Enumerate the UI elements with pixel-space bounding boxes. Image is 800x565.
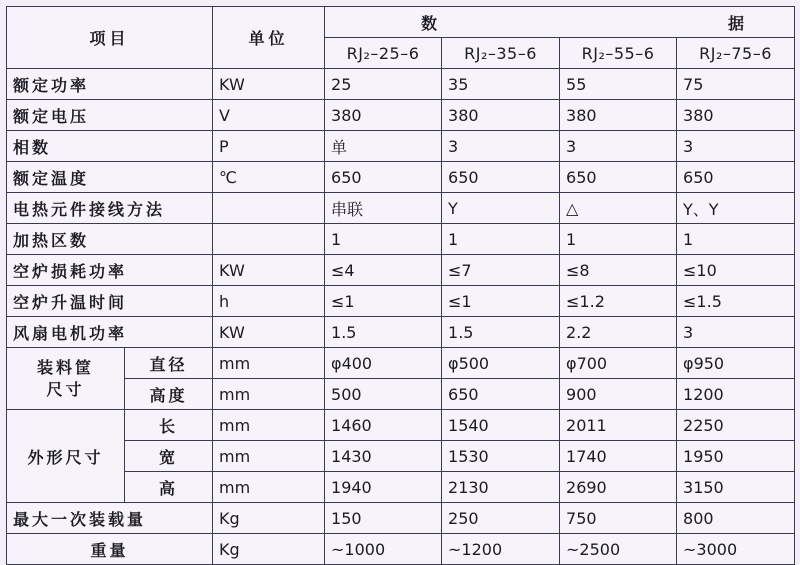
cell-value: ≤8 (560, 255, 677, 286)
table-row (7, 286, 795, 317)
cell-value: φ700 (560, 348, 677, 379)
cell-value: 250 (442, 503, 560, 534)
cell-value: Y (442, 193, 560, 224)
cell-value: 串联 (325, 193, 442, 224)
row-unit: Kg (213, 534, 325, 565)
row-unit: Kg (213, 503, 325, 534)
row-unit: V (213, 100, 325, 131)
cell-value: 1530 (442, 441, 560, 472)
cell-value: 2130 (442, 472, 560, 503)
cell-value: 1.5 (442, 317, 560, 348)
cell-value: 1 (560, 224, 677, 255)
row-label: 最大一次装载量 (7, 503, 213, 534)
cell-value: 380 (560, 100, 677, 131)
table-row (7, 503, 795, 534)
row-sublabel: 高 (125, 472, 213, 503)
table-row (7, 317, 795, 348)
cell-value: 1430 (325, 441, 442, 472)
cell-value: 500 (325, 379, 442, 410)
table-row (7, 255, 795, 286)
cell-value: 150 (325, 503, 442, 534)
header-data (325, 7, 795, 38)
table-row (7, 162, 795, 193)
cell-value: 1200 (677, 379, 795, 410)
row-unit: mm (213, 410, 325, 441)
cell-value: 800 (677, 503, 795, 534)
row-unit: mm (213, 379, 325, 410)
row-unit: mm (213, 472, 325, 503)
row-label: 空炉升温时间 (7, 286, 213, 317)
cell-value: ≤10 (677, 255, 795, 286)
table-row (7, 348, 795, 379)
table-row (7, 193, 795, 224)
row-label: 空炉损耗功率 (7, 255, 213, 286)
cell-value: ≤1.5 (677, 286, 795, 317)
cell-value: ≤1 (442, 286, 560, 317)
row-unit (213, 224, 325, 255)
cell-value: 1950 (677, 441, 795, 472)
row-unit: ℃ (213, 162, 325, 193)
cell-value: 单 (325, 131, 442, 162)
row-sublabel: 直径 (125, 348, 213, 379)
model-header: RJ₂–35–6 (442, 38, 560, 69)
cell-value: 380 (325, 100, 442, 131)
cell-value: 3 (442, 131, 560, 162)
row-label: 重量 (7, 534, 213, 565)
cell-value: ~3000 (677, 534, 795, 565)
row-label: 额定电压 (7, 100, 213, 131)
header-unit: 单位 (213, 7, 325, 69)
cell-value: ~2500 (560, 534, 677, 565)
header-data-left: 数 (421, 13, 442, 33)
cell-value: φ500 (442, 348, 560, 379)
cell-value: 3 (560, 131, 677, 162)
row-label: 相数 (7, 131, 213, 162)
cell-value: 650 (442, 379, 560, 410)
row-unit: KW (213, 69, 325, 100)
cell-value: 55 (560, 69, 677, 100)
table-row (7, 441, 795, 472)
row-unit: mm (213, 348, 325, 379)
row-unit: h (213, 286, 325, 317)
header-item: 项目 (7, 7, 213, 69)
model-header: RJ₂–75–6 (677, 38, 795, 69)
spec-table (6, 6, 795, 565)
cell-value: ≤1 (325, 286, 442, 317)
row-label: 加热区数 (7, 224, 213, 255)
row-label: 电热元件接线方法 (7, 193, 213, 224)
cell-value: 1940 (325, 472, 442, 503)
table-row (7, 131, 795, 162)
row-unit: P (213, 131, 325, 162)
cell-value: 1.5 (325, 317, 442, 348)
model-header: RJ₂–25–6 (325, 38, 442, 69)
model-header: RJ₂–55–6 (560, 38, 677, 69)
cell-value: 1540 (442, 410, 560, 441)
table-row (7, 410, 795, 441)
cell-value: 2.2 (560, 317, 677, 348)
cell-value: 3 (677, 317, 795, 348)
row-unit (213, 193, 325, 224)
table-row (7, 100, 795, 131)
table-row (7, 472, 795, 503)
row-unit: KW (213, 317, 325, 348)
row-sublabel: 高度 (125, 379, 213, 410)
header-data-right: 据 (728, 13, 749, 33)
row-label: 风扇电机功率 (7, 317, 213, 348)
basket-group-label: 装料筐 尺寸 (7, 348, 125, 410)
cell-value: △ (560, 193, 677, 224)
outer-group-label: 外形尺寸 (7, 410, 125, 503)
row-label: 额定功率 (7, 69, 213, 100)
cell-value: 380 (677, 100, 795, 131)
cell-value: ≤1.2 (560, 286, 677, 317)
row-sublabel: 宽 (125, 441, 213, 472)
cell-value: 650 (677, 162, 795, 193)
row-label: 额定温度 (7, 162, 213, 193)
cell-value: 1 (677, 224, 795, 255)
table-row (7, 224, 795, 255)
cell-value: 35 (442, 69, 560, 100)
cell-value: 650 (560, 162, 677, 193)
cell-value: ≤4 (325, 255, 442, 286)
cell-value: 650 (325, 162, 442, 193)
cell-value: 380 (442, 100, 560, 131)
cell-value: 3 (677, 131, 795, 162)
row-unit: mm (213, 441, 325, 472)
cell-value: 2250 (677, 410, 795, 441)
cell-value: 25 (325, 69, 442, 100)
cell-value: 650 (442, 162, 560, 193)
cell-value: 1740 (560, 441, 677, 472)
cell-value: 2690 (560, 472, 677, 503)
cell-value: ~1200 (442, 534, 560, 565)
row-sublabel: 长 (125, 410, 213, 441)
row-unit: KW (213, 255, 325, 286)
table-row (7, 379, 795, 410)
cell-value: ≤7 (442, 255, 560, 286)
cell-value: 75 (677, 69, 795, 100)
cell-value: ~1000 (325, 534, 442, 565)
cell-value: 1 (325, 224, 442, 255)
cell-value: 2011 (560, 410, 677, 441)
cell-value: 1 (442, 224, 560, 255)
cell-value: φ400 (325, 348, 442, 379)
cell-value: φ950 (677, 348, 795, 379)
cell-value: 3150 (677, 472, 795, 503)
table-row (7, 69, 795, 100)
cell-value: 750 (560, 503, 677, 534)
cell-value: 1460 (325, 410, 442, 441)
cell-value: Y、Y (677, 193, 795, 224)
cell-value: 900 (560, 379, 677, 410)
